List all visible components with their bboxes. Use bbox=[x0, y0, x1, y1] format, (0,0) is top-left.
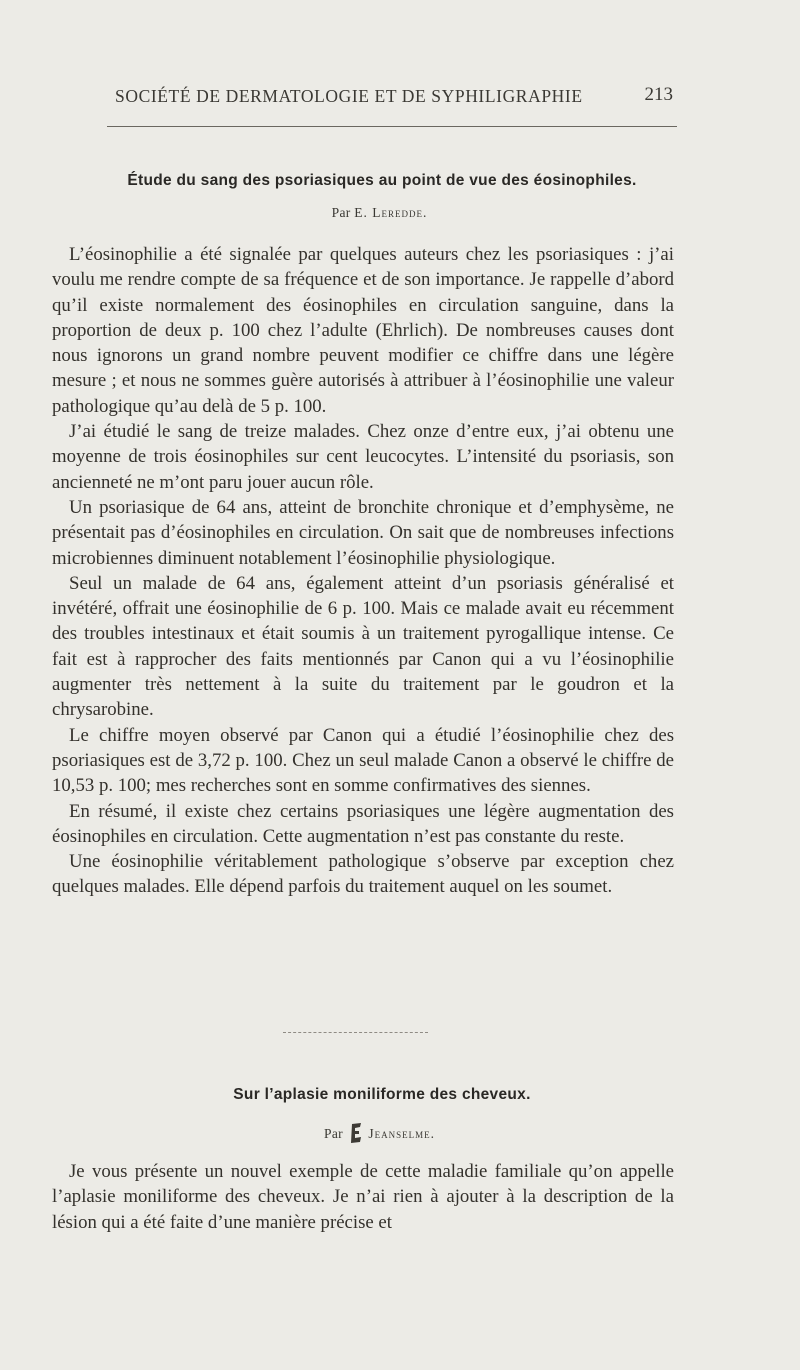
paragraph: Je vous présente un nouvel exemple de cette maladie familiale qu’on appelle l’aplasie moniliforme des cheveux. Je n’ai rien à ajouter à la description de la lésion qui a été faite d’une manière précise et bbox=[52, 1161, 674, 1233]
byline-leredde bbox=[52, 205, 707, 221]
paragraph: Un psoriasique de 64 ans, atteint de bronchite chronique et d’emphysème, ne présentait pas d’éosinophiles en circulation. On sait que de nombreuses infections microbiennes diminuent notablement l’éosinophilie physiologique. bbox=[52, 496, 674, 569]
article-body-eosinophiles bbox=[52, 242, 674, 900]
paragraph: J’ai étudié le sang de treize malades. Chez onze d’entre eux, j’ai obtenu une moyenne de trois éosinophiles sur cent leucocytes. L’intensité du psoriasis, son ancienneté ne m’ont paru jouer aucun rôle. bbox=[52, 421, 674, 493]
article-title-eosinophiles: Étude du sang des psoriasiques au point de vue des éosinophiles. bbox=[127, 172, 637, 189]
author-name: Jeanselme. bbox=[368, 1126, 435, 1141]
page-number: 213 bbox=[644, 84, 673, 105]
paragraph: En résumé, il existe chez certains psoriasiques une légère augmentation des éosinophiles en circulation. Cette augmentation n’est pas constante du reste. bbox=[52, 800, 674, 847]
article-title-aplasie: Sur l’aplasie moniliforme des cheveux. bbox=[233, 1086, 531, 1103]
byline-par: Par bbox=[324, 1126, 343, 1141]
byline-par: Par bbox=[331, 205, 351, 220]
article-body-aplasie bbox=[52, 1159, 674, 1235]
running-header bbox=[107, 84, 677, 114]
author-name: E. Leredde. bbox=[354, 205, 428, 220]
paragraph: Seul un malade de 64 ans, également atteint d’un psoriasis généralisé et invétéré, offrait une éosinophilie de 6 p. 100. Mais ce malade avait eu récemment des troubles intestinaux et était soumis à un traitement pyrogallique intense. Ce fait est à rapprocher des faits mentionnés par Canon qui a vu l’éosinophilie augmenter très nettement à la suite du traitement par le goudron et la chrysarobine. bbox=[52, 572, 674, 721]
header-rule bbox=[107, 126, 677, 127]
running-title: SOCIÉTÉ DE DERMATOLOGIE ET DE SYPHILIGRAPHIE bbox=[115, 86, 583, 106]
section-separator bbox=[283, 1032, 428, 1033]
byline-jeanselme bbox=[52, 1122, 707, 1144]
paragraph: Une éosinophilie véritablement pathologique s’observe par exception chez quelques malades. Elle dépend parfois du traitement auquel on les soumet. bbox=[52, 851, 674, 898]
paragraph: Le chiffre moyen observé par Canon qui a étudié l’éosinophilie chez des psoriasiques est de 3,72 p. 100. Chez un seul malade Canon a observé le chiffre de 10,53 p. 100; mes recherches sont en somme confirmatives des siennes. bbox=[52, 724, 674, 797]
paragraph: L’éosinophilie a été signalée par quelques auteurs chez les psoriasiques : j’ai voulu me rendre compte de sa fréquence et de son importance. Je rappelle d’abord qu’il existe normalement des éosinophiles en circulation sanguine, dans la proportion de deux p. 100 chez l’adulte (Ehrlich). De nombreuses causes dont nous ignorons un grand nombre peuvent modifier ce chiffre dans une légère mesure ; et nous ne sommes guère autorisés à attribuer à l’éosinophilie une valeur pathologique qu’au delà de 5 p. 100. bbox=[52, 244, 674, 417]
ink-stamp-icon bbox=[349, 1122, 363, 1144]
